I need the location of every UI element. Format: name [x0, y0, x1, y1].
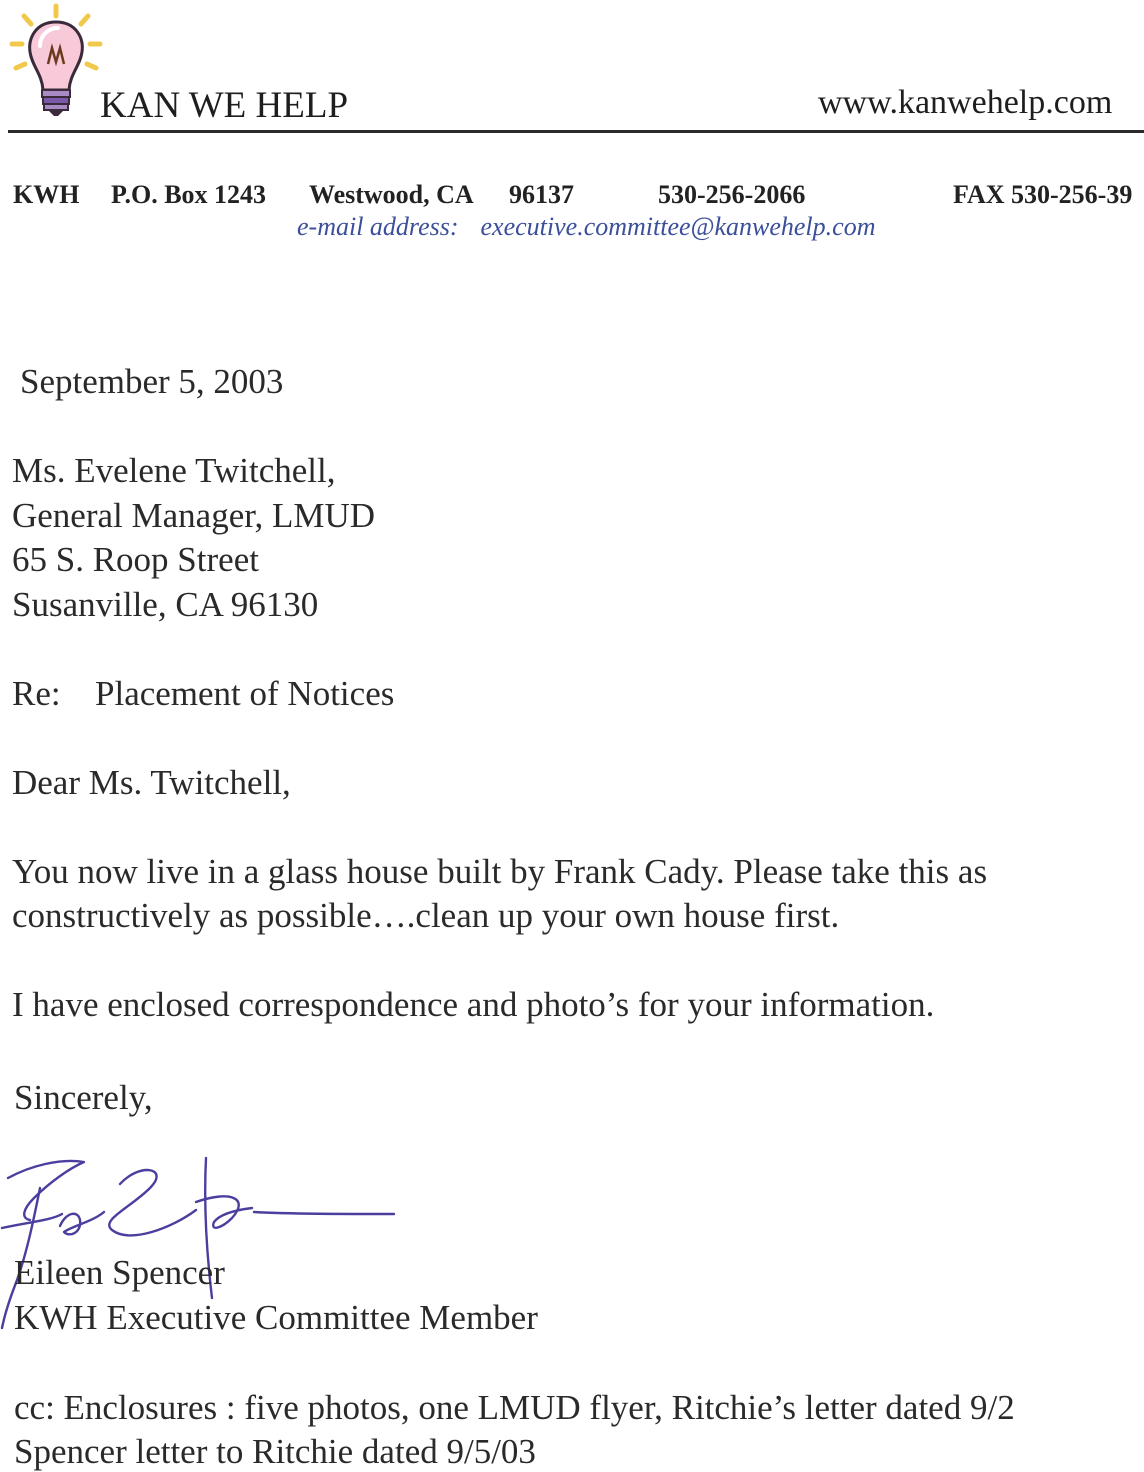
- re-subject: Placement of Notices: [95, 674, 395, 713]
- letter-date: September 5, 2003: [20, 362, 284, 401]
- recipient-street: 65 S. Roop Street: [12, 540, 259, 579]
- closing: Sincerely,: [14, 1078, 153, 1117]
- city-state: Westwood, CA: [309, 180, 474, 209]
- fax-number: FAX 530-256-39: [953, 180, 1133, 209]
- paragraph-line: constructively as possible….clean up your own house first.: [12, 896, 840, 935]
- email-label: e-mail address:: [297, 212, 459, 241]
- paragraph-line: You now live in a glass house built by Frank Cady. Please take this as: [12, 852, 988, 891]
- header-divider: [8, 130, 1144, 133]
- po-box: P.O. Box 1243: [111, 180, 267, 209]
- website-url: www.kanwehelp.com: [818, 84, 1113, 121]
- lightbulb-icon: [6, 2, 106, 120]
- email-address: executive.committee@kanwehelp.com: [480, 212, 876, 241]
- recipient-title: General Manager, LMUD: [12, 496, 376, 535]
- re-label: Re:: [12, 674, 61, 713]
- recipient-name: Ms. Evelene Twitchell,: [12, 451, 336, 490]
- org-abbreviation: KWH: [13, 180, 80, 209]
- zip-code: 96137: [509, 180, 574, 209]
- salutation: Dear Ms. Twitchell,: [12, 763, 291, 802]
- paragraph-line: I have enclosed correspondence and photo’s for your information.: [12, 985, 935, 1024]
- cc-line: cc: Enclosures : five photos, one LMUD flyer, Ritchie’s letter dated 9/2: [14, 1388, 1015, 1427]
- organization-name: KAN WE HELP: [100, 85, 349, 126]
- email-line: [297, 212, 875, 242]
- signer-name: Eileen Spencer: [14, 1253, 225, 1292]
- phone-number: 530-256-2066: [658, 180, 806, 209]
- recipient-city: Susanville, CA 96130: [12, 585, 319, 624]
- signer-title: KWH Executive Committee Member: [14, 1298, 538, 1337]
- cc-line: Spencer letter to Ritchie dated 9/5/03: [14, 1432, 536, 1471]
